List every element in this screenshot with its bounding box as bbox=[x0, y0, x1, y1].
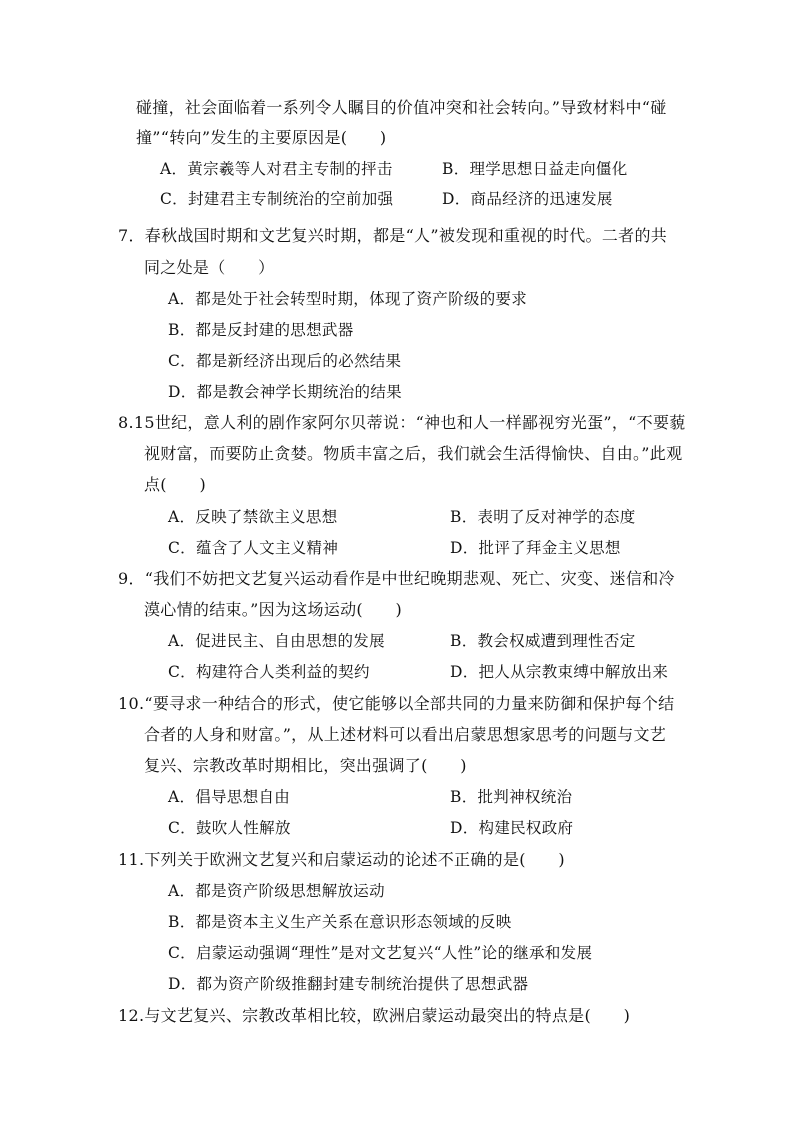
q6-option-b: B．理学思想日益走向僵化 bbox=[442, 160, 628, 178]
q9-option-d: D．把人从宗教束缚中解放出来 bbox=[450, 663, 669, 681]
q10-option-c: C．鼓吹人性解放 bbox=[168, 819, 291, 837]
q8-option-a: A．反映了禁欲主义思想 bbox=[168, 508, 338, 526]
q10-option-a: A．倡导思想自由 bbox=[168, 788, 291, 806]
q7-option-a: A．都是处于社会转型时期，体现了资产阶级的要求 bbox=[168, 290, 528, 308]
q10-stem-line-2: 合者的人身和财富。”，从上述材料可以看出启蒙思想家思考的问题与文艺 bbox=[144, 725, 667, 744]
q6-stem-line-2: 撞”“转向”发生的主要原因是( ) bbox=[136, 128, 387, 147]
q8-option-d: D．批评了拜金主义思想 bbox=[450, 539, 621, 557]
q11-option-b: B．都是资本主义生产关系在意识形态领域的反映 bbox=[168, 913, 512, 931]
q6-option-d: D．商品经济的迅速发展 bbox=[442, 190, 613, 208]
q11-option-d: D．都为资产阶级推翻封建专制统治提供了思想武器 bbox=[168, 975, 529, 993]
q10-stem-line-1: 10.“要寻求一种结合的形式，使它能够以全部共同的力量来防御和保护每个结 bbox=[118, 694, 675, 713]
q7-option-c: C．都是新经济出现后的必然结果 bbox=[168, 352, 402, 370]
q10-option-b: B．批判神权统治 bbox=[450, 788, 573, 806]
q9-stem-line-1: 9．“我们不妨把文艺复兴运动看作是中世纪晚期悲观、死亡、灾变、迷信和冷 bbox=[118, 569, 675, 588]
q8-option-b: B．表明了反对神学的态度 bbox=[450, 508, 636, 526]
q8-stem-line-3: 点( ) bbox=[144, 475, 206, 494]
q9-option-b: B．教会权威遭到理性否定 bbox=[450, 632, 636, 650]
q7-option-b: B．都是反封建的思想武器 bbox=[168, 321, 354, 339]
q8-stem-line-2: 视财富，而要防止贪婪。物质丰富之后，我们就会生活得愉快、自由。”此观 bbox=[144, 444, 683, 463]
q8-stem-line-1: 8.15世纪，意人利的剧作家阿尔贝蒂说：“神也和人一样鄙视穷光蛋”，“不要藐 bbox=[118, 413, 686, 432]
q6-option-c: C．封建君主专制统治的空前加强 bbox=[160, 190, 394, 208]
q9-option-a: A．促进民主、自由思想的发展 bbox=[168, 632, 385, 650]
q6-option-a: A．黄宗羲等人对君主专制的抨击 bbox=[160, 160, 393, 178]
q10-option-d: D．构建民权政府 bbox=[450, 819, 574, 837]
q8-option-c: C．蕴含了人文主义精神 bbox=[168, 539, 339, 557]
q12-stem-line-1: 12.与文艺复兴、宗教改革相比较，欧洲启蒙运动最突出的特点是( ) bbox=[118, 1006, 631, 1025]
q11-option-c: C．启蒙运动强调“理性”是对文艺复兴“人性”论的继承和发展 bbox=[168, 944, 593, 962]
q11-stem-line-1: 11.下列关于欧洲文艺复兴和启蒙运动的论述不正确的是( ) bbox=[118, 850, 565, 869]
q6-stem-line-1: 碰撞，社会面临着一系列令人瞩目的价值冲突和社会转向。”导致材料中“碰 bbox=[136, 98, 667, 117]
q7-option-d: D．都是教会神学长期统治的结果 bbox=[168, 383, 402, 401]
q11-option-a: A．都是资产阶级思想解放运动 bbox=[168, 882, 385, 900]
q7-stem-line-1: 7．春秋战国时期和文艺复兴时期，都是“人”被发现和重视的时代。二者的共 bbox=[118, 226, 668, 245]
q10-stem-line-3: 复兴、宗教改革时期相比，突出强调了( ) bbox=[144, 756, 467, 775]
q9-stem-line-2: 漠心情的结束。”因为这场运动( ) bbox=[144, 600, 403, 619]
q7-stem-line-2: 同之处是（ ） bbox=[144, 258, 275, 277]
q9-option-c: C．构建符合人类利益的契约 bbox=[168, 663, 370, 681]
